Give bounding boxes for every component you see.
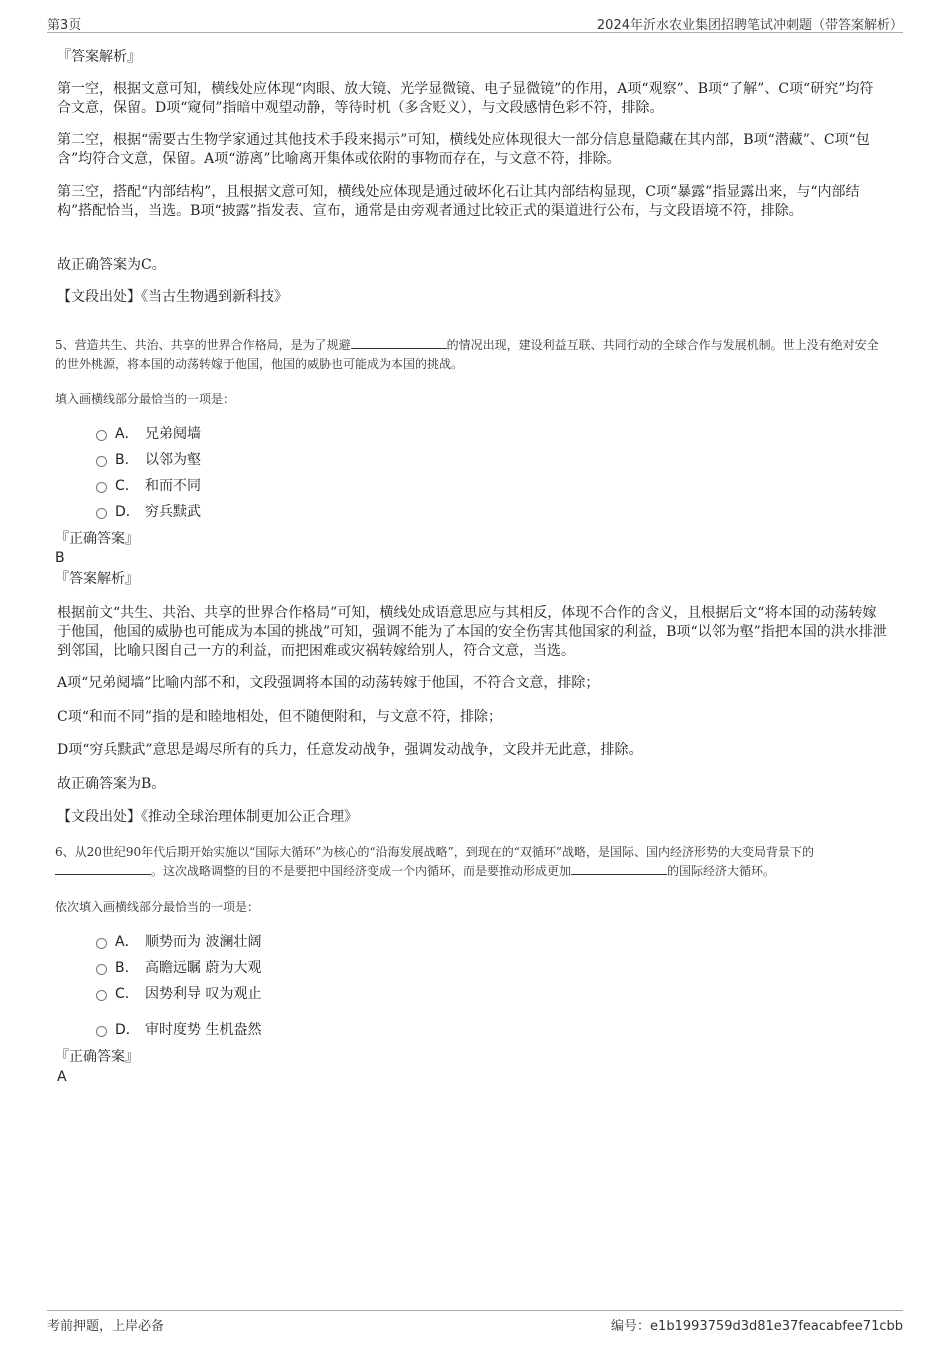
q5-option-c-text: 和而不同 [145, 478, 201, 494]
prev-analysis-p1: 第一空，根据文意可知，横线处应体现“肉眼、放大镜、光学显微镜、电子显微镜”的作用，A项“观察”、B项“了解”、C项“研究”均符合文意，保留。D项“窥伺”指暗中观望动静，等待时机（多含贬义），与文段感情色彩不符，排除。 [57, 81, 874, 116]
q6-stem-part-c: 的国际经济大循环。 [667, 864, 776, 878]
q6-stem [55, 843, 890, 881]
q6-option-d-text: 审时度势 生机盎然 [145, 1022, 262, 1038]
q6-option-a-letter: A． [115, 934, 139, 950]
prev-source: 【文段出处】《当古生物遇到新科技》 [57, 289, 288, 305]
prev-analysis-p2: 第二空，根据“需要古生物学家通过其他技术手段来揭示”可知，横线处应体现很大一部分信息量隐藏在其内部，B项“潜藏”、C项“包含”均符合文意，保留。A项“游离”比喻离开集体或依附的事物而存在，与文意不符，排除。 [57, 132, 870, 167]
q6-option-c-text: 因势利导 叹为观止 [145, 986, 262, 1002]
q6-answer-label: 『正确答案』 [55, 1049, 139, 1065]
q6-option-d-letter: D． [115, 1022, 140, 1038]
page-number: 第3页 [47, 18, 82, 33]
q6-prompt: 依次填入画横线部分最恰当的一项是： [55, 900, 260, 914]
radio-icon[interactable] [96, 482, 107, 493]
q6-option-a[interactable] [96, 932, 261, 952]
q5-option-a-text: 兄弟阋墙 [145, 426, 201, 442]
q5-analysis-p4: D项“穷兵黩武”意思是竭尽所有的兵力，任意发动战争，强调发动战争，文段并无此意，排除。 [57, 742, 643, 758]
q5-option-d-text: 穷兵黩武 [145, 504, 201, 520]
q6-blank-1 [55, 862, 151, 875]
q6-option-b-text: 高瞻远瞩 蔚为大观 [145, 960, 262, 976]
prev-conclusion: 故正确答案为C。 [57, 257, 166, 273]
q5-answer-label: 『正确答案』 [55, 531, 139, 547]
prev-analysis-label: 『答案解析』 [57, 49, 141, 65]
radio-icon[interactable] [96, 1026, 107, 1037]
radio-icon[interactable] [96, 938, 107, 949]
q5-stem-part-b: 的情况出现，建设利益互联、共同行动的全球合作与发展机制。世上没有绝对安全的世外桃源，将本国的动荡转嫁于他国，他国的威胁也可能成为本国的挑战。 [55, 338, 879, 371]
q6-answer: A [57, 1069, 67, 1085]
q6-option-b[interactable] [96, 958, 261, 978]
footer-slogan: 考前押题，上岸必备 [47, 1319, 165, 1334]
q5-option-d[interactable] [96, 502, 201, 522]
q5-prompt: 填入画横线部分最恰当的一项是： [55, 392, 236, 406]
radio-icon[interactable] [96, 508, 107, 519]
radio-icon[interactable] [96, 964, 107, 975]
q5-analysis-p2: A项“兄弟阋墙”比喻内部不和，文段强调将本国的动荡转嫁于他国，不符合文意，排除； [57, 675, 600, 691]
q5-stem [55, 336, 890, 374]
radio-icon[interactable] [96, 456, 107, 467]
q6-option-c[interactable] [96, 984, 261, 1004]
q5-option-d-letter: D． [115, 504, 140, 520]
q5-option-a-letter: A． [115, 426, 139, 442]
q5-stem-part-a: 5、营造共生、共治、共享的世界合作格局，是为了规避 [55, 338, 351, 352]
q6-option-c-letter: C． [115, 986, 139, 1002]
q5-analysis-p3: C项“和而不同”指的是和睦地相处，但不随便附和，与文意不符，排除； [57, 709, 503, 725]
q5-option-a[interactable] [96, 424, 201, 444]
q5-blank [351, 336, 447, 349]
q6-option-a-text: 顺势而为 波澜壮阔 [145, 934, 262, 950]
q6-option-b-letter: B. [115, 960, 130, 976]
q6-blank-2 [571, 862, 667, 875]
q6-option-d[interactable] [96, 1020, 261, 1040]
q6-stem-part-b: 。这次战略调整的目的不是要把中国经济变成一个内循环，而是要推动形成更加 [151, 864, 572, 878]
q5-conclusion: 故正确答案为B。 [57, 776, 166, 792]
q5-source: 【文段出处】《推动全球治理体制更加公正合理》 [57, 809, 358, 825]
q5-option-b[interactable] [96, 450, 201, 470]
radio-icon[interactable] [96, 990, 107, 1001]
q5-analysis-p1: 根据前文“共生、共治、共享的世界合作格局”可知，横线处成语意思应与其相反，体现不合作的含义，且根据后文“将本国的动荡转嫁于他国，他国的威胁也可能成为本国的挑战”可知，强调不能为了本国的安全伤害其他国家的利益，B项“以邻为壑”指把本国的洪水排泄到邻国，比喻只图自己一方的利益，而把困难或灾祸转嫁给别人，符合文意，当选。 [57, 605, 887, 659]
q5-option-c-letter: C． [115, 478, 139, 494]
q5-option-b-text: 以邻为壑 [145, 452, 201, 468]
footer-serial: 编号：e1b1993759d3d81e37feacabfee71cbb [611, 1319, 903, 1334]
q5-analysis-label: 『答案解析』 [55, 571, 139, 587]
q5-option-b-letter: B. [115, 452, 130, 468]
prev-analysis-p3: 第三空，搭配“内部结构”，且根据文意可知，横线处应体现是通过破坏化石让其内部结构显现，C项“暴露”指显露出来，与“内部结构”搭配恰当，当选。B项“披露”指发表、宣布，通常是由旁观者通过比较正式的渠道进行公布，与文段语境不符，排除。 [57, 184, 860, 219]
q5-option-c[interactable] [96, 476, 201, 496]
page-footer [47, 1310, 903, 1337]
q6-stem-part-a: 6、从20世纪90年代后期开始实施以“国际大循环”为核心的“沿海发展战略”，到现在的“双循环”战略，是国际、国内经济形势的大变局背景下的 [55, 845, 814, 859]
radio-icon[interactable] [96, 430, 107, 441]
page-header [47, 14, 903, 33]
document-title: 2024年沂水农业集团招聘笔试冲刺题（带答案解析） [596, 18, 903, 33]
q5-answer: B [55, 550, 65, 566]
